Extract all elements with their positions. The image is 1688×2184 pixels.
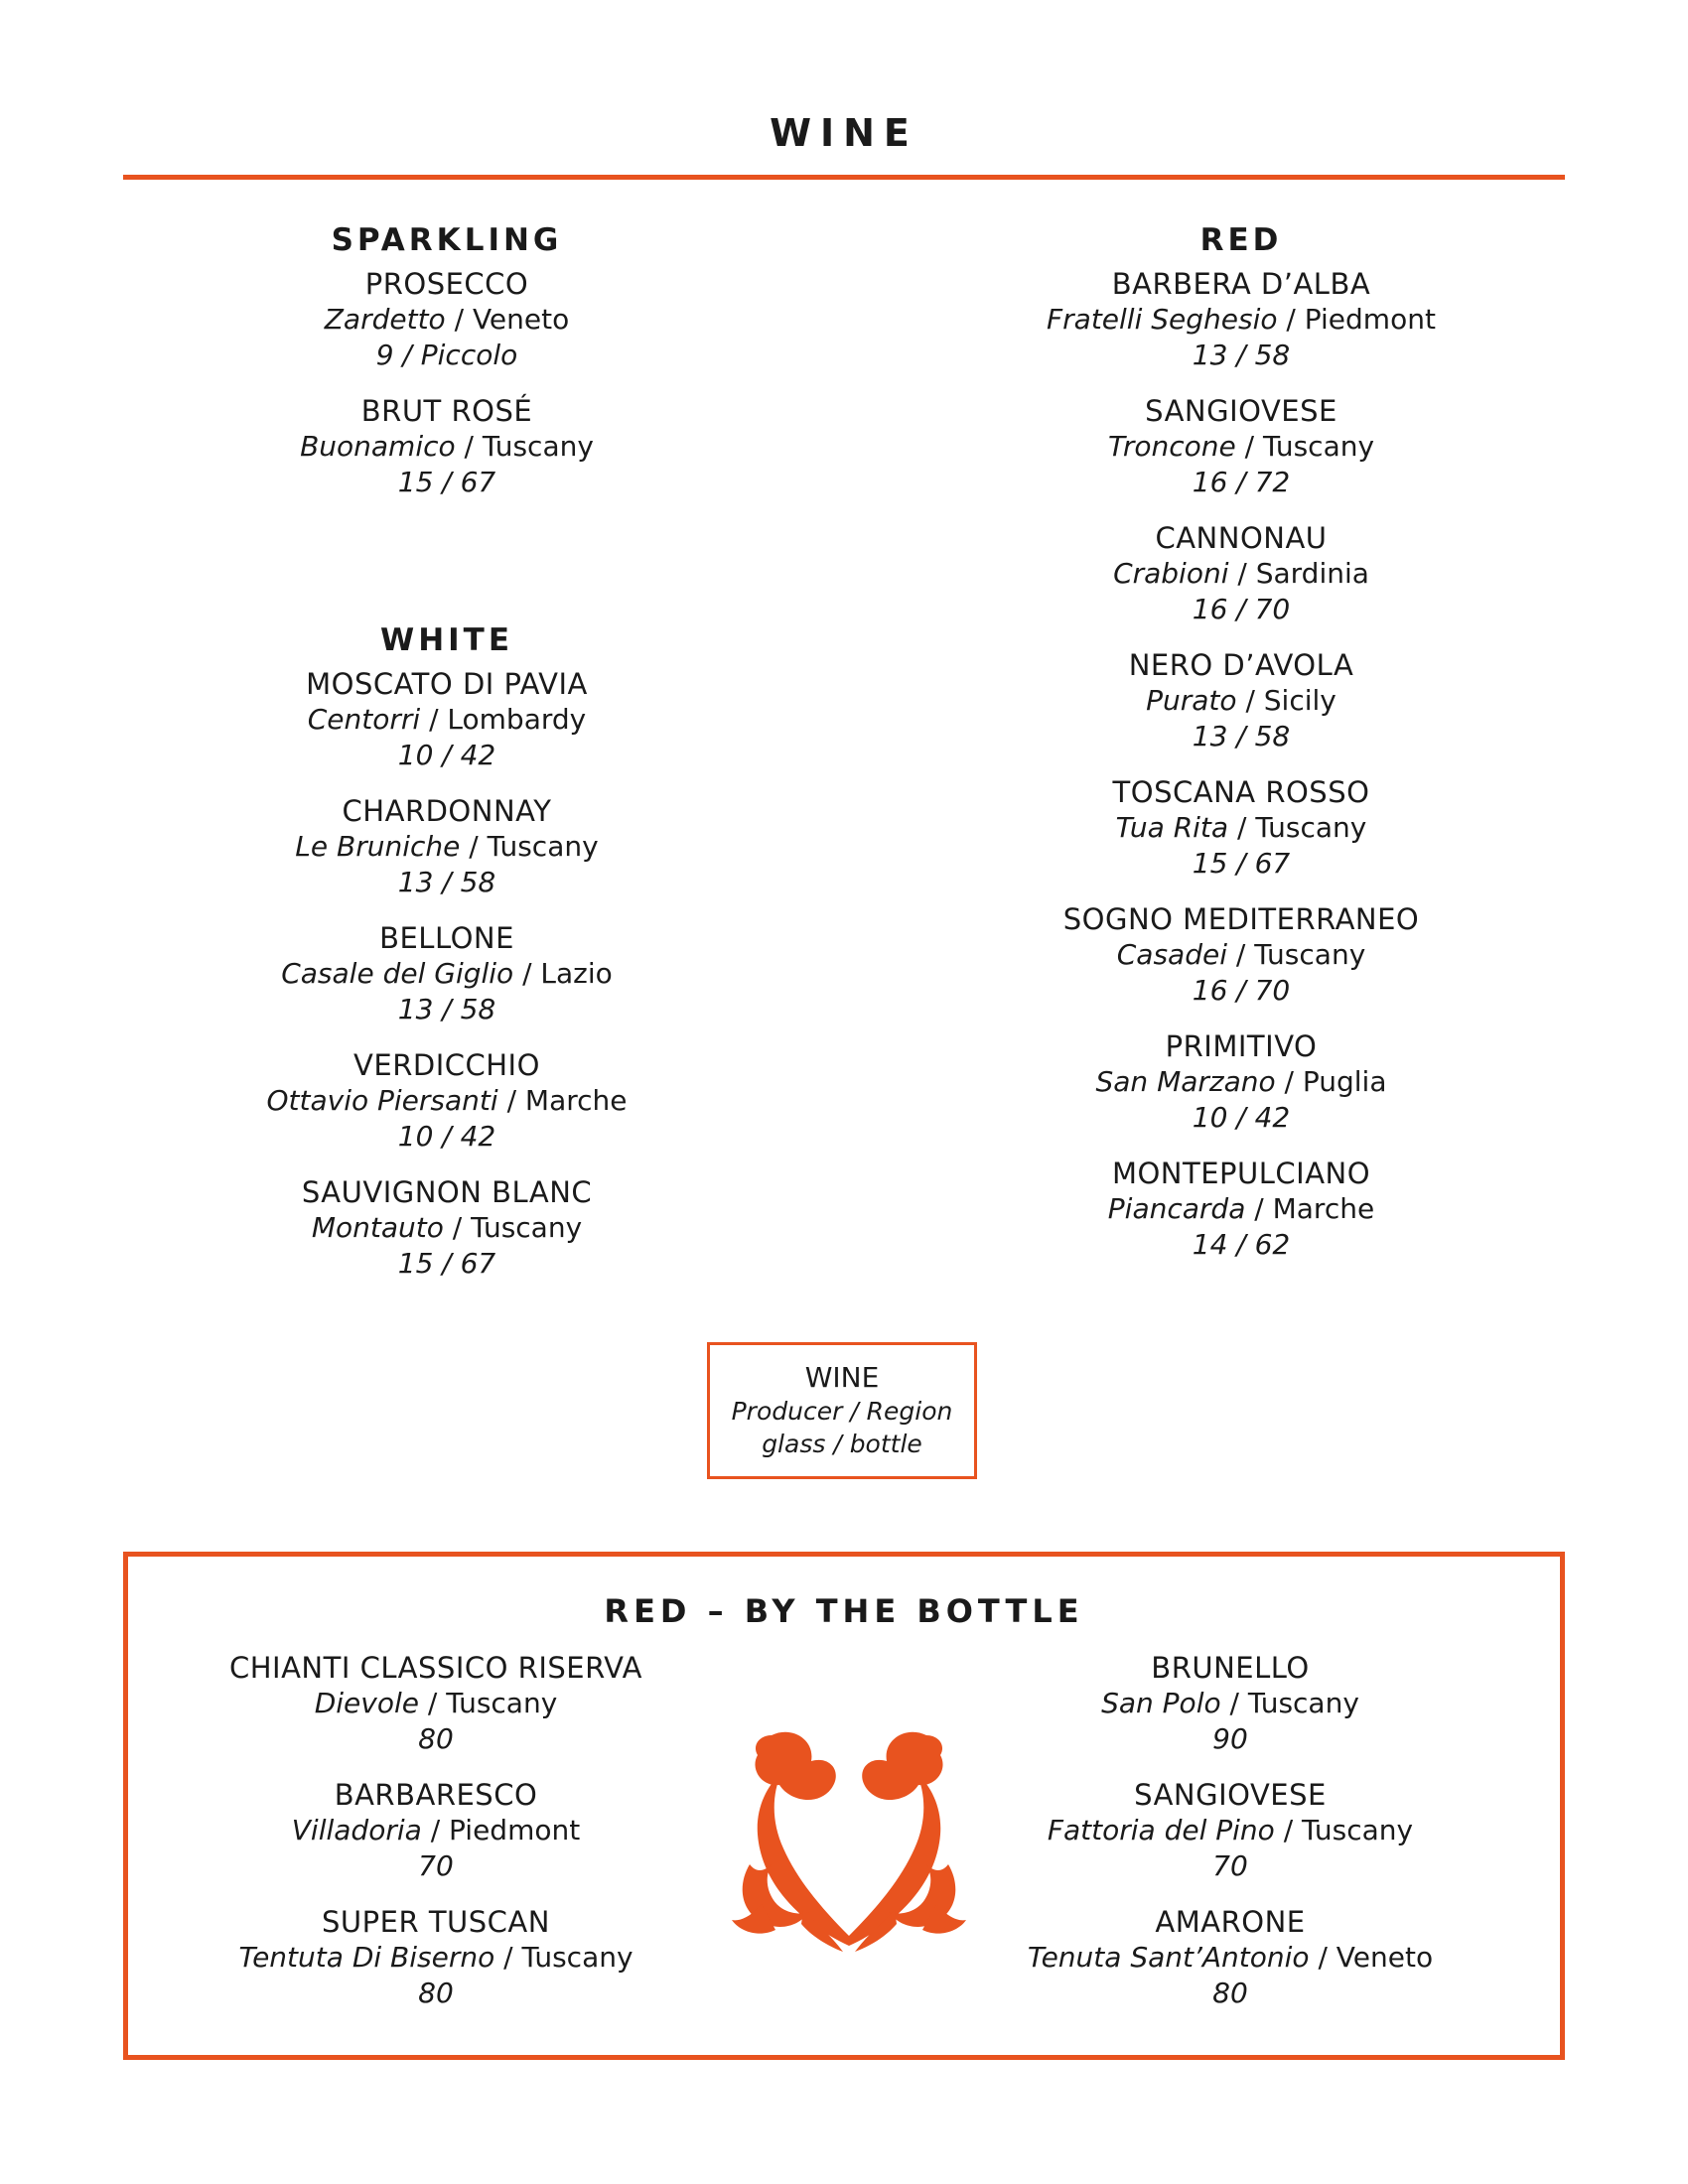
wine-price: 15 / 67 <box>1192 847 1291 880</box>
wine-producer: San Marzano <box>1095 1065 1276 1098</box>
wine-producer: Centorri <box>307 703 421 736</box>
wine-origin: Ottavio Piersanti / Marche <box>266 1084 628 1117</box>
wine-item <box>933 647 1549 754</box>
wine-producer: Fratelli Seghesio <box>1047 303 1278 336</box>
wine-origin: Zardetto / Veneto <box>324 303 570 336</box>
wine-producer: Casale del Giglio <box>281 957 514 990</box>
wine-price: 13 / 58 <box>1192 339 1291 371</box>
wine-producer: Fattoria del Pino <box>1047 1814 1275 1846</box>
wine-region: Sicily <box>1263 684 1336 717</box>
wine-origin: Montauto / Tuscany <box>311 1211 583 1244</box>
wine-region: Tuscany <box>446 1687 558 1719</box>
wine-name: CANNONAU <box>1155 521 1328 555</box>
wine-origin: San Polo / Tuscany <box>1101 1687 1359 1719</box>
wine-name: CHIANTI CLASSICO RISERVA <box>228 1651 643 1685</box>
by-the-bottle-section <box>123 1552 1565 2060</box>
wine-region: Lombardy <box>447 703 587 736</box>
wine-region: Sardinia <box>1255 557 1369 590</box>
wine-name: BRUNELLO <box>1151 1651 1310 1685</box>
wine-item <box>139 920 755 1027</box>
wine-region: Marche <box>1272 1192 1375 1225</box>
wine-item <box>139 793 755 900</box>
wine-producer: Le Bruniche <box>295 830 461 863</box>
section-title-sparkling: SPARKLING <box>331 222 563 258</box>
wine-name: AMARONE <box>1155 1905 1306 1939</box>
wine-region: Lazio <box>540 957 613 990</box>
wine-price: 70 <box>1212 1849 1248 1882</box>
wine-name: BARBERA D’ALBA <box>1111 267 1371 301</box>
wine-origin: Tenuta Sant’Antonio / Veneto <box>1027 1941 1434 1974</box>
wine-name: PROSECCO <box>364 267 529 301</box>
bottle-column-left <box>158 1650 714 2031</box>
wine-price: 80 <box>418 1977 454 2009</box>
wine-name: PRIMITIVO <box>1165 1029 1318 1063</box>
wine-price: 16 / 72 <box>1192 466 1291 498</box>
wine-price: 15 / 67 <box>397 1247 496 1280</box>
title-divider <box>123 175 1565 180</box>
floral-crest-icon <box>732 1715 966 1954</box>
wine-item <box>952 1904 1508 2011</box>
wine-price: 10 / 42 <box>397 1120 496 1153</box>
wine-region: Tuscany <box>471 1211 583 1244</box>
white-section <box>139 620 755 1301</box>
wine-item <box>139 1174 755 1282</box>
wine-name: TOSCANA ROSSO <box>1112 775 1370 809</box>
wine-region: Tuscany <box>1263 430 1375 463</box>
bottle-column-right <box>952 1650 1508 2031</box>
wine-region: Tuscany <box>487 830 599 863</box>
wine-price: 10 / 42 <box>397 739 496 771</box>
section-title-by-the-bottle: RED – BY THE BOTTLE <box>604 1592 1084 1630</box>
legend-glass-bottle: glass / bottle <box>762 1430 922 1458</box>
wine-price: 70 <box>418 1849 454 1882</box>
wine-origin: Purato / Sicily <box>1146 684 1336 717</box>
wine-origin: Crabioni / Sardinia <box>1113 557 1369 590</box>
wine-producer: Tua Rita <box>1115 811 1229 844</box>
wine-producer: Crabioni <box>1113 557 1229 590</box>
wine-item <box>139 393 755 500</box>
wine-region: Piedmont <box>449 1814 581 1846</box>
wine-item <box>933 393 1549 500</box>
wine-origin: Buonamico / Tuscany <box>300 430 594 463</box>
wine-region: Tuscany <box>1247 1687 1359 1719</box>
wine-region: Marche <box>524 1084 628 1117</box>
wine-origin: Fratelli Seghesio / Piedmont <box>1047 303 1436 336</box>
wine-origin: San Marzano / Puglia <box>1095 1065 1387 1098</box>
wine-producer: Tentuta Di Biserno <box>238 1941 495 1974</box>
wine-producer: Villadoria <box>291 1814 422 1846</box>
wine-producer: San Polo <box>1101 1687 1221 1719</box>
wine-name: BARBARESCO <box>334 1778 538 1812</box>
wine-origin: Casadei / Tuscany <box>1116 938 1366 971</box>
wine-name: SANGIOVESE <box>1134 1778 1327 1812</box>
wine-producer: Tenuta Sant’Antonio <box>1027 1941 1310 1974</box>
wine-item <box>933 1028 1549 1136</box>
wine-origin: Fattoria del Pino / Tuscany <box>1047 1814 1414 1846</box>
wine-item <box>952 1777 1508 1884</box>
wine-name: SANGIOVESE <box>1145 394 1337 428</box>
wine-producer: Piancarda <box>1107 1192 1246 1225</box>
wine-region: Veneto <box>472 303 570 336</box>
wine-name: MOSCATO DI PAVIA <box>306 667 588 701</box>
wine-region: Veneto <box>1336 1941 1434 1974</box>
wine-origin: Tua Rita / Tuscany <box>1115 811 1367 844</box>
wine-origin: Casale del Giglio / Lazio <box>281 957 613 990</box>
wine-item <box>158 1650 714 1757</box>
wine-item <box>158 1904 714 2011</box>
wine-price: 13 / 58 <box>397 866 496 898</box>
wine-item <box>933 266 1549 373</box>
wine-name: SAUVIGNON BLANC <box>301 1175 593 1209</box>
wine-region: Tuscany <box>1302 1814 1414 1846</box>
wine-producer: Troncone <box>1107 430 1236 463</box>
section-title-red: RED <box>1199 222 1283 258</box>
wine-region: Tuscany <box>1255 811 1367 844</box>
wine-region: Tuscany <box>1254 938 1366 971</box>
wine-item <box>139 666 755 773</box>
wine-origin: Le Bruniche / Tuscany <box>295 830 599 863</box>
wine-price: 16 / 70 <box>1192 974 1291 1007</box>
sparkling-section <box>139 220 755 520</box>
wine-region: Piedmont <box>1304 303 1436 336</box>
wine-item <box>933 774 1549 882</box>
wine-producer: Casadei <box>1116 938 1227 971</box>
page-title: WINE <box>770 111 918 155</box>
wine-name: NERO D’AVOLA <box>1128 648 1354 682</box>
wine-price: 16 / 70 <box>1192 593 1291 625</box>
wine-item <box>933 520 1549 627</box>
wine-item <box>933 901 1549 1009</box>
wine-producer: Dievole <box>314 1687 419 1719</box>
wine-producer: Montauto <box>311 1211 444 1244</box>
wine-producer: Zardetto <box>324 303 446 336</box>
wine-item <box>139 1047 755 1155</box>
wine-region: Tuscany <box>521 1941 633 1974</box>
wine-name: VERDICCHIO <box>353 1048 540 1082</box>
wine-origin: Tentuta Di Biserno / Tuscany <box>238 1941 633 1974</box>
wine-name: BRUT ROSÉ <box>360 394 533 428</box>
red-section <box>933 220 1549 1283</box>
wine-price: 80 <box>1212 1977 1248 2009</box>
wine-price: 13 / 58 <box>397 993 496 1025</box>
wine-item <box>952 1650 1508 1757</box>
wine-price: 13 / 58 <box>1192 720 1291 752</box>
wine-name: BELLONE <box>379 921 514 955</box>
wine-price: 14 / 62 <box>1192 1228 1291 1261</box>
wine-region: Puglia <box>1302 1065 1387 1098</box>
wine-origin: Villadoria / Piedmont <box>291 1814 581 1846</box>
wine-price: 15 / 67 <box>397 466 496 498</box>
wine-origin: Troncone / Tuscany <box>1107 430 1375 463</box>
wine-region: Tuscany <box>482 430 594 463</box>
wine-origin: Centorri / Lombardy <box>307 703 587 736</box>
wine-origin: Piancarda / Marche <box>1107 1192 1375 1225</box>
section-title-white: WHITE <box>380 622 513 658</box>
wine-price: 90 <box>1212 1722 1248 1755</box>
legend-producer-region: Producer / Region <box>731 1397 953 1426</box>
wine-item <box>158 1777 714 1884</box>
wine-item <box>933 1156 1549 1263</box>
wine-name: SOGNO MEDITERRANEO <box>1062 902 1420 936</box>
legend-wine: WINE <box>804 1361 880 1394</box>
wine-origin: Dievole / Tuscany <box>314 1687 558 1719</box>
wine-producer: Ottavio Piersanti <box>266 1084 498 1117</box>
wine-name: CHARDONNAY <box>342 794 552 828</box>
wine-price: 9 / Piccolo <box>375 339 518 371</box>
format-legend <box>707 1342 977 1479</box>
wine-name: MONTEPULCIANO <box>1111 1157 1371 1190</box>
wine-price: 10 / 42 <box>1192 1101 1291 1134</box>
wine-item <box>139 266 755 373</box>
wine-name: SUPER TUSCAN <box>322 1905 550 1939</box>
wine-price: 80 <box>418 1722 454 1755</box>
wine-producer: Purato <box>1146 684 1237 717</box>
wine-producer: Buonamico <box>300 430 456 463</box>
